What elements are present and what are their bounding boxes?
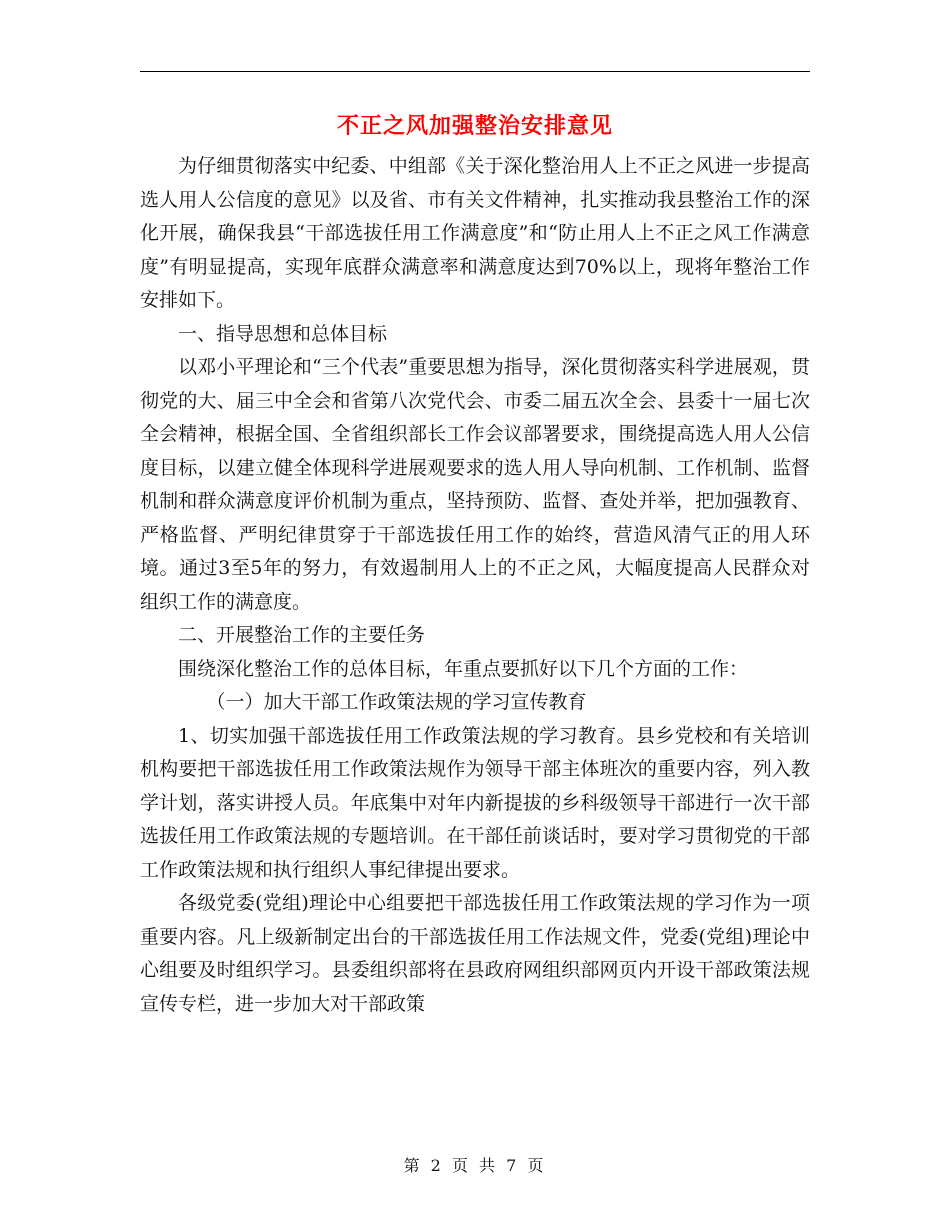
item-1-continued-paragraph: 各级党委(党组)理论中心组要把干部选拔任用工作政策法规的学习作为一项重要内容。凡上级新制定出台的干部选拔任用工作法规文件，党委(党组)理论中心组要及时组织学习。县委组织部将在县政府网组织部网页内开设干部政策法规宣传专栏，进一步加大对干部政策 [140, 892, 810, 1015]
document-title: 不正之风加强整治安排意见 [336, 113, 613, 139]
section-heading-2: 二、开展整治工作的主要任务 [178, 624, 426, 646]
section-heading-1: 一、指导思想和总体目标 [178, 322, 388, 345]
section-1-paragraph: 以邓小平理论和“三个代表”重要思想为指导，深化贯彻落实科学进展观，贯彻党的大、届三中全会和省第八次党代会、市委二届五次全会、县委十一届七次全会精神，根据全国、全省组织部长工作会议部署要求，围绕提高选人用人公信度目标，以建立健全体现科学进展观要求的选人用人导向机制、工作机制、监督机制和群众满意度评价机制为重点，坚持预防、监督、查处并举，把加强教育、严格监督、严明纪律贯穿于干部选拔任用工作的始终，营造风清气正的用人环境。通过3至5年的努力，有效遏制用人上的不正之风，大幅度提高人民群众对组织工作的满意度。 [140, 356, 810, 613]
subsection-heading-1: （一）加大干部工作政策法规的学习宣传教育 [206, 691, 587, 713]
header-rule [140, 71, 810, 72]
intro-paragraph: 为仔细贯彻落实中纪委、中组部《关于深化整治用人上不正之风进一步提高选人用人公信度的意见》以及省、市有关文件精神，扎实推动我县整治工作的深化开展，确保我县“干部选拔任用工作满意度”和“防止用人上不正之风工作满意度”有明显提高，实现年底群众满意率和满意度达到70%以上，现将年整治工作安排如下。 [140, 155, 810, 311]
item-1-paragraph: 1、切实加强干部选拔任用工作政策法规的学习教育。县乡党校和有关培训机构要把干部选拔任用工作政策法规作为领导干部主体班次的重要内容，列入教学计划，落实讲授人员。年底集中对年内新提拔的乡科级领导干部进行一次干部选拔任用工作政策法规的专题培训。在干部任前谈话时，要对学习贯彻党的干部工作政策法规和执行组织人事纪律提出要求。 [140, 724, 810, 881]
section-2-intro: 围绕深化整治工作的总体目标，年重点要抓好以下几个方面的工作： [178, 657, 749, 680]
page-footer: 第 2 页 共 7 页 [403, 1156, 547, 1175]
document-body [140, 150, 810, 1021]
